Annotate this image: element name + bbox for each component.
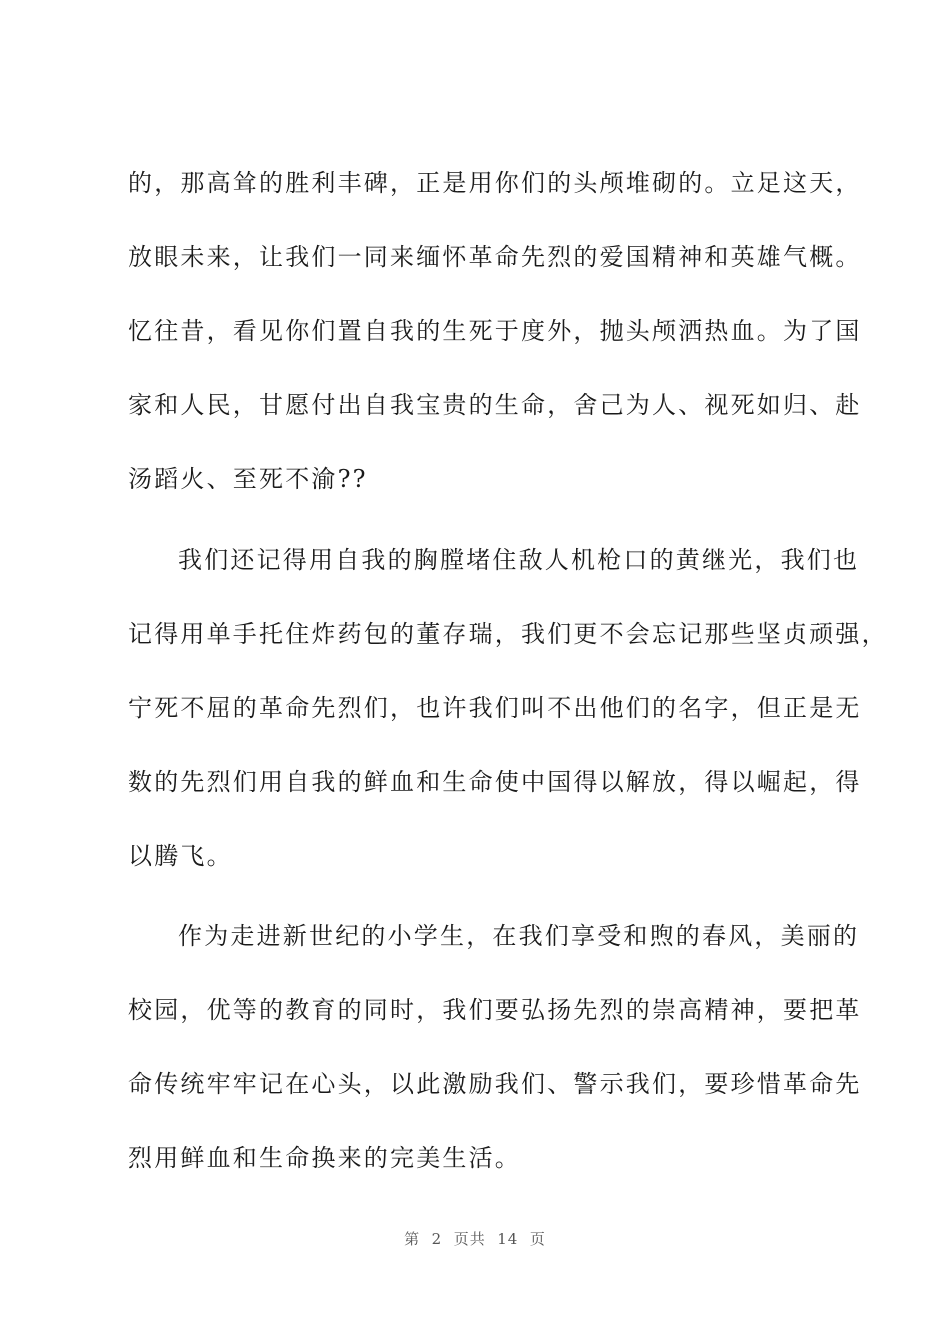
text-line: 记得用单手托住炸药包的董存瑞，我们更不会忘记那些坚贞顽强， (128, 620, 888, 648)
text-line: 宁死不屈的革命先烈们，也许我们叫不出他们的名字，但正是无 (128, 694, 862, 722)
text-line: 放眼未来，让我们一同来缅怀革命先烈的爱国精神和英雄气概。 (128, 243, 862, 271)
text-line: 忆往昔，看见你们置自我的生死于度外，抛头颅洒热血。为了国 (128, 317, 862, 345)
text-line: 烈用鲜血和生命换来的完美生活。 (128, 1144, 521, 1172)
text-line: 的，那高耸的胜利丰碑，正是用你们的头颅堆砌的。立足这天， (128, 169, 862, 197)
paragraph-first-line: 我们还记得用自我的胸膛堵住敌人机枪口的黄继光，我们也 (178, 546, 860, 574)
text-line: 命传统牢牢记在心头，以此激励我们、警示我们，要珍惜革命先 (128, 1070, 862, 1098)
paragraph-first-line: 作为走进新世纪的小学生，在我们享受和煦的春风，美丽的 (178, 922, 860, 950)
text-line: 数的先烈们用自我的鲜血和生命使中国得以解放，得以崛起，得 (128, 768, 862, 796)
text-line: 汤蹈火、至死不渝?? (128, 465, 368, 493)
text-line: 校园，优等的教育的同时，我们要弘扬先烈的崇高精神，要把革 (128, 996, 862, 1024)
text-line: 家和人民，甘愿付出自我宝贵的生命，舍己为人、视死如归、赴 (128, 391, 862, 419)
text-line: 以腾飞。 (128, 842, 233, 870)
page-number-footer: 第 2 页共 14 页 (404, 1230, 546, 1248)
